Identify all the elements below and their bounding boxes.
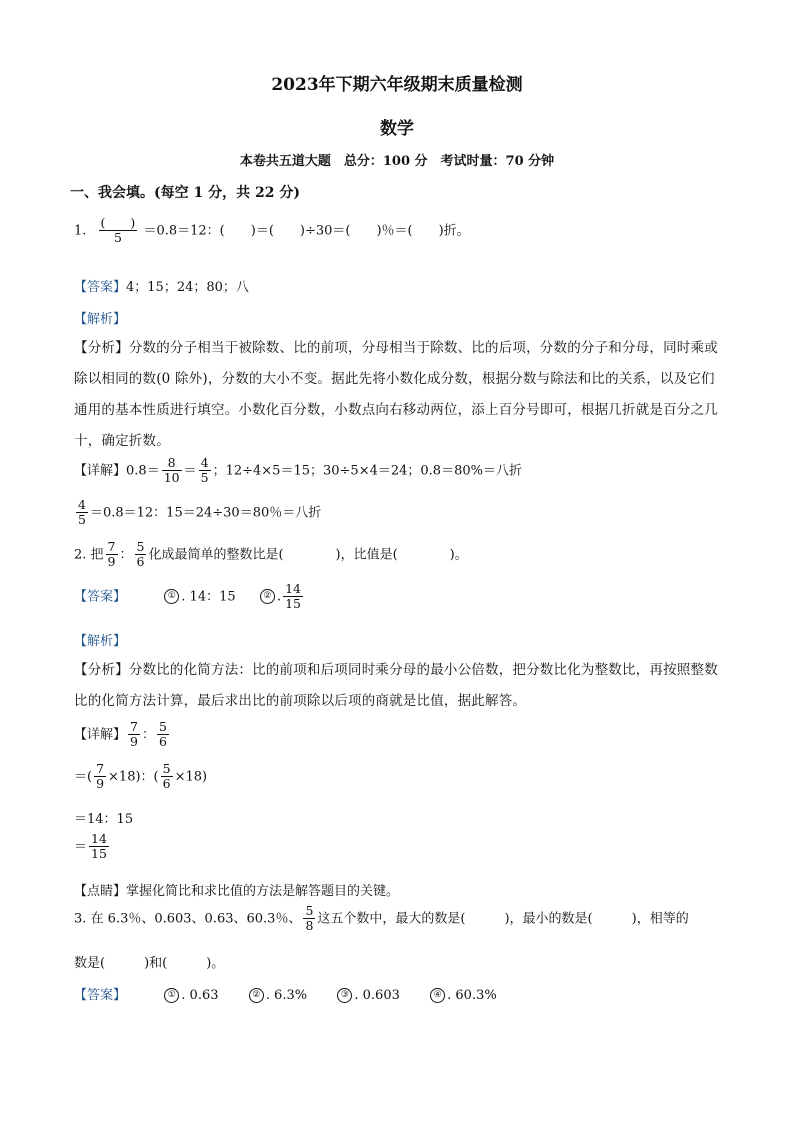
fraction: $\frac{5}{6}$	[162, 761, 171, 792]
step-text: ×18)：(	[108, 769, 159, 785]
circled-number: ③	[337, 988, 352, 1003]
analysis-paragraph	[74, 655, 724, 717]
fraction-blank: $\frac{( )}{5}$	[100, 215, 136, 246]
detail-step-2	[74, 762, 207, 792]
circled-number: ②	[249, 988, 264, 1003]
detail-tag: 【详解】	[74, 727, 127, 743]
answer-tag: 【答案】	[74, 988, 127, 1003]
circled-number: ①	[164, 988, 179, 1003]
fenxi-tag: 【分析】	[74, 662, 129, 678]
detail-line	[74, 456, 522, 486]
answer-text: . 0.603	[354, 988, 400, 1003]
question-text: 化成最简单的整数比是( )，比值是( )。	[148, 547, 468, 563]
answer-line	[74, 984, 497, 1003]
step-text: ＝	[74, 839, 88, 855]
question-3	[74, 904, 689, 934]
fenxi-text: 分数的分子相当于被除数、比的前项，分母相当于除数、比的后项，分数的分子和分母，同时乘或除以相同的数(0 除外)，分数的大小不变。据此先将小数化成分数，根据分数与除法和比的关系，以及它们通用的基本性质进行填空。小数化百分数，小数点向右移动两位，添上百分号即可，根据几折就是百分之几十，确定折数。	[74, 340, 718, 449]
fraction: $\frac{7}{9}$	[107, 539, 116, 570]
detail-tag: 【详解】	[74, 463, 127, 479]
detail-step-4	[74, 832, 111, 862]
answer-text: 4；15；24；80；八	[126, 280, 249, 295]
step-text: ＝(	[74, 769, 93, 785]
answer-line	[74, 582, 305, 612]
question-1	[74, 216, 470, 246]
fraction: $\frac{5}{8}$	[305, 903, 314, 934]
question-2	[74, 540, 468, 570]
question-text: 3. 在 6.3％、0.603、0.63、60.3％、	[74, 911, 302, 927]
tip-tag: 【点睛】	[74, 884, 127, 899]
detail-step-1	[74, 720, 171, 750]
fraction: $\frac{4}{5}$	[200, 455, 209, 486]
fraction: $\frac{7}{9}$	[96, 761, 105, 792]
fraction: $\frac{14}{15}$	[285, 581, 301, 612]
exam-info: 本卷共五道大题 总分：100 分 考试时量：70 分钟	[239, 154, 555, 169]
step-text: ×18)	[174, 769, 208, 785]
answer-text: .	[276, 589, 282, 605]
answer-tag: 【答案】	[74, 589, 127, 605]
fenxi-text: 分数比的化简方法：比的前项和后项同时乘分母的最小公倍数，把分数比化为整数比，再按照整数比的化简方法计算，最后求出比的前项除以后项的商就是比值，据此解答。	[74, 662, 718, 709]
question-number: 2. 把	[74, 547, 104, 563]
colon: ：	[141, 727, 155, 743]
answer-text: . 0.63	[181, 988, 219, 1003]
question-number: 1.	[74, 223, 87, 239]
circled-number: ②	[260, 589, 275, 604]
detail-step-3: ＝14：15	[74, 812, 134, 827]
tip-line	[74, 880, 399, 899]
answer-text: . 14：15	[181, 589, 236, 605]
fraction: $\frac{8}{10}$	[163, 455, 180, 486]
answer-text: . 60.3%	[447, 988, 497, 1003]
analysis-paragraph	[74, 333, 724, 457]
detail-text: ；12÷4×5＝15；30÷5×4＝24；0.8＝80%＝八折	[212, 463, 522, 479]
fraction: $\frac{5}{6}$	[136, 539, 145, 570]
fraction: $\frac{4}{5}$	[78, 497, 86, 528]
question-text: 这五个数中，最大的数是( )，最小的数是( )，相等的	[317, 911, 689, 927]
question-text: ＝0.8＝12：( )＝( )÷30＝( )％＝( )折。	[143, 223, 470, 239]
fraction: $\frac{7}{9}$	[130, 719, 138, 750]
question-3-cont: 数是( )和( )。	[74, 956, 225, 971]
analysis-tag: 【解析】	[74, 312, 127, 327]
fraction: $\frac{14}{15}$	[91, 831, 107, 862]
equals: ＝	[183, 463, 197, 479]
subject-title: 数学	[380, 119, 414, 139]
answer-tag: 【答案】	[74, 280, 127, 295]
analysis-tag: 【解析】	[74, 634, 127, 649]
fraction: $\frac{5}{6}$	[158, 719, 167, 750]
circled-number: ①	[164, 589, 179, 604]
colon: ：	[119, 547, 133, 563]
circled-number: ④	[430, 988, 445, 1003]
answer-line	[74, 276, 249, 295]
section-heading: 一、我会填。(每空 1 分，共 22 分)	[70, 185, 300, 201]
detail-line-2	[74, 498, 321, 528]
page-title: 2023年下期六年级期末质量检测	[271, 75, 523, 95]
answer-text: . 6.3%	[265, 988, 308, 1003]
tip-text: 掌握化简比和求比值的方法是解答题目的关键。	[126, 884, 400, 899]
detail-text: ＝0.8＝12：15＝24÷30＝80％＝八折	[89, 505, 322, 521]
detail-text: 0.8＝	[126, 463, 160, 479]
fenxi-tag: 【分析】	[74, 340, 129, 356]
